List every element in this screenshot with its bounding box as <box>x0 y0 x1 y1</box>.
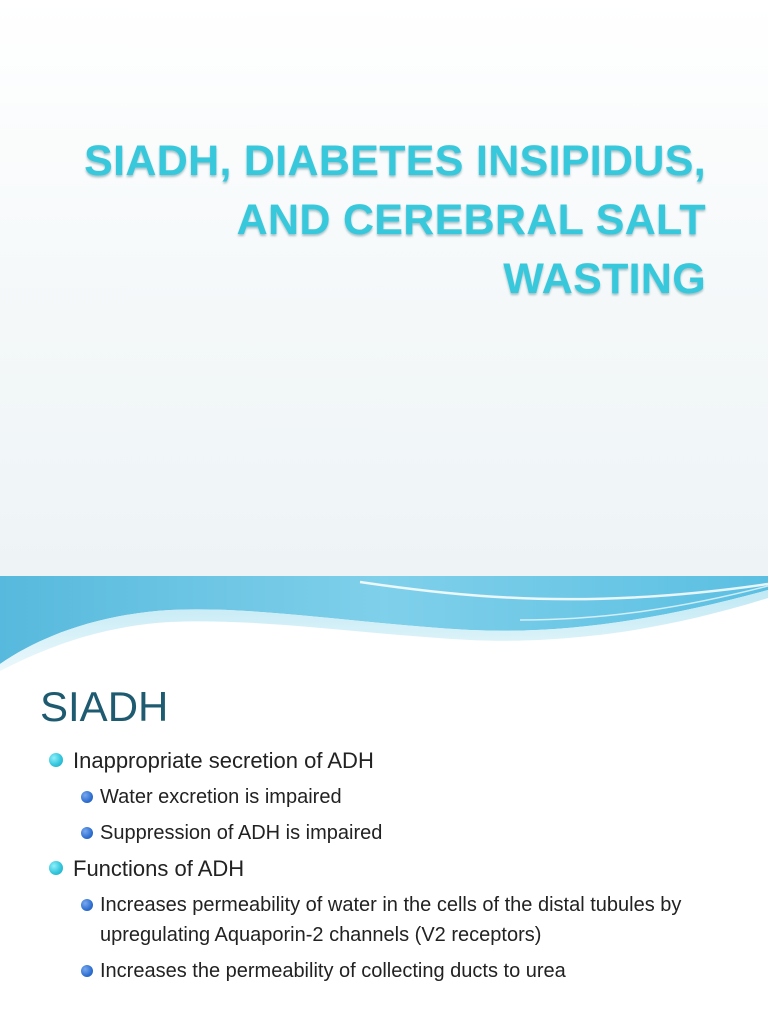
wave-decoration <box>0 576 768 671</box>
bullet-text: Increases the permeability of collecting ducts to urea <box>100 960 566 982</box>
bullet-icon <box>49 861 63 875</box>
bullet-icon <box>81 827 93 839</box>
bullet-text: Water excretion is impaired <box>100 786 342 808</box>
title-line: AND CEREBRAL SALT <box>236 196 706 244</box>
content-slide <box>0 576 768 1024</box>
slide-heading: SIADH <box>40 683 169 730</box>
bullet-text: Increases permeability of water in the cells of the distal tubules by upregulating Aquaporin-2 channels (V2 receptors) <box>100 894 682 946</box>
bullet-list <box>0 746 768 992</box>
title-line: WASTING <box>503 255 706 303</box>
bullet-icon <box>81 899 93 911</box>
title-line: SIADH, DIABETES INSIPIDUS, <box>84 137 706 185</box>
slide-title <box>46 132 706 309</box>
bullet-icon <box>81 791 93 803</box>
list-item <box>0 746 768 776</box>
list-item <box>0 854 768 884</box>
sub-list-item <box>0 956 768 986</box>
bullet-text: Inappropriate secretion of ADH <box>73 748 374 773</box>
bullet-text: Suppression of ADH is impaired <box>100 822 383 844</box>
bullet-icon <box>49 753 63 767</box>
bullet-text: Functions of ADH <box>73 856 245 881</box>
sub-list-item <box>0 818 768 848</box>
bullet-icon <box>81 965 93 977</box>
sub-list-item <box>0 782 768 812</box>
sub-list-item <box>0 890 768 950</box>
